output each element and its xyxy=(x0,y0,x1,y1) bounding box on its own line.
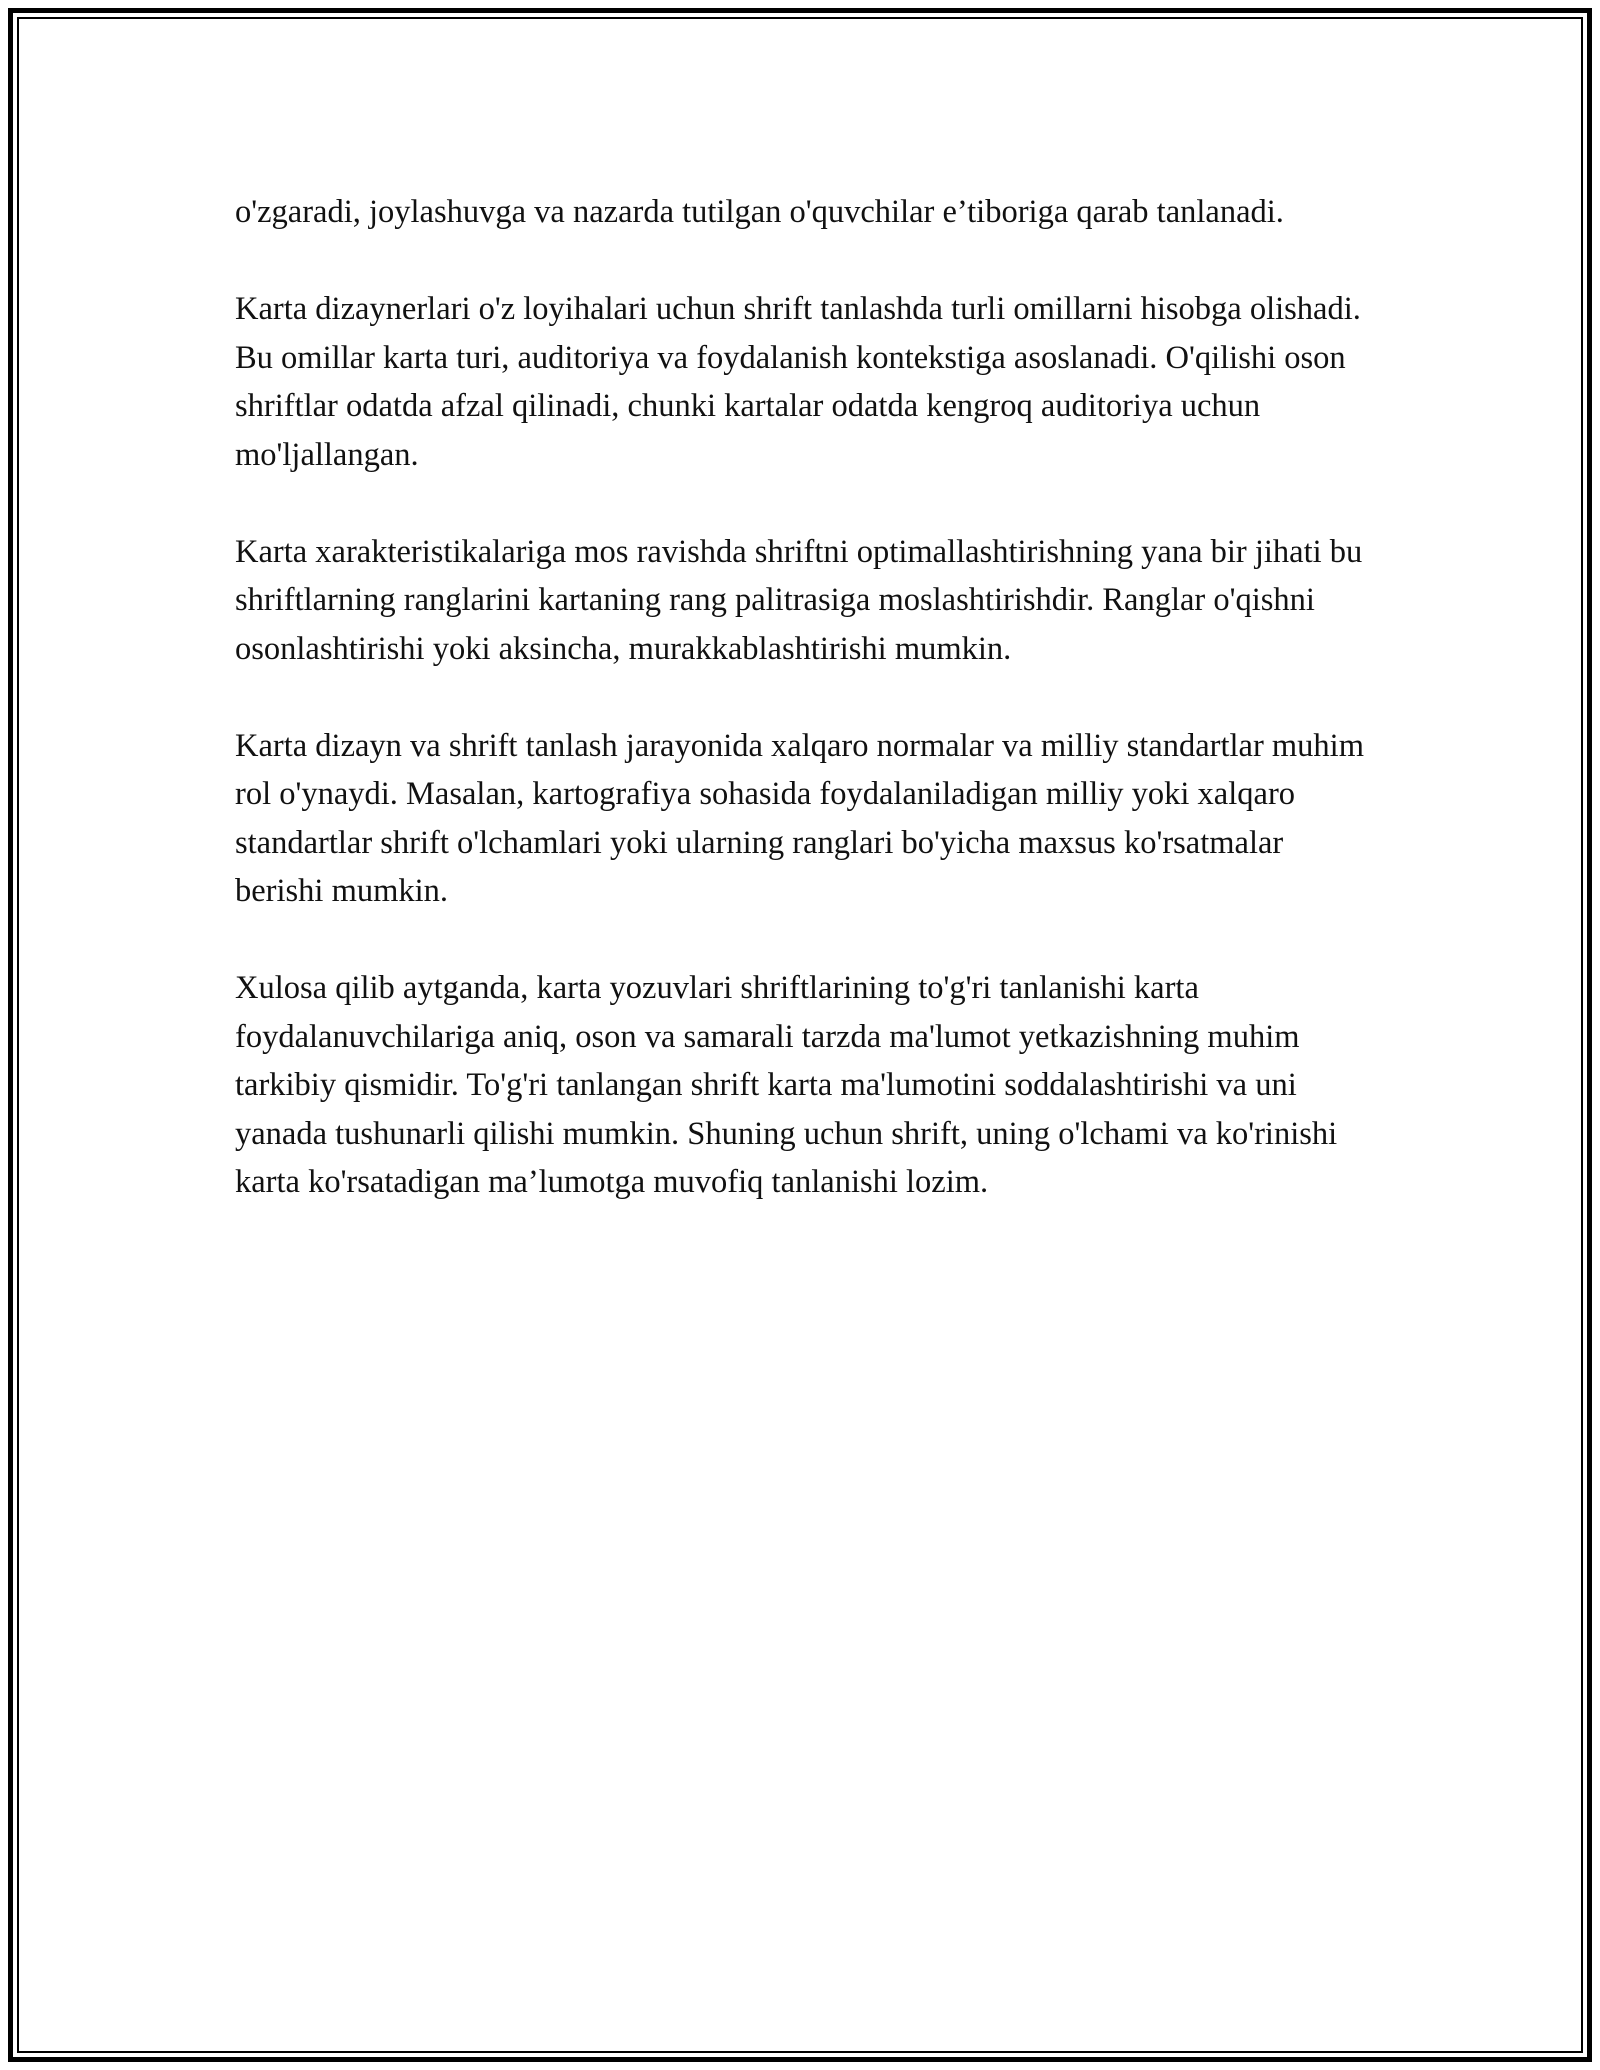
paragraph-conclusion: Xulosa qilib aytganda, karta yozuvlari shriftlarining to'g'ri tanlanishi karta foydalanuvchilariga aniq, oson va samarali tarzda ma'lumot yetkazishning muhim tarkibiy qismidir. To'g'ri tanlangan shrift karta ma'lumotini soddalashtirishi va uni yanada tushunarli qilishi mumkin. Shuning uchun shrift, uning o'lchami va ko'rinishi karta ko'rsatadigan ma’lumotga muvofiq tanlanishi lozim. xyxy=(235,970,1338,1200)
paragraph-continuation: o'zgaradi, joylashuvga va nazarda tutilgan o'quvchilar e’tiboriga qarab tanlanadi. xyxy=(235,194,1284,230)
paragraph-font-selection-factors: Karta dizaynerlari o'z loyihalari uchun shrift tanlashda turli omillarni hisobga olishadi. Bu omillar karta turi, auditoriya va foydalanish kontekstiga asoslanadi. O'qilishi oson shriftlar odatda afzal qilinadi, chunki kartalar odatda kengroq auditoriya uchun mo'ljallangan. xyxy=(235,291,1361,473)
paragraph-font-colors: Karta xarakteristikalariga mos ravishda shriftni optimallashtirishning yana bir jihati bu shriftlarning ranglarini kartaning rang palitrasiga moslashtirishdir. Ranglar o'qishni osonlashtirishi yoki aksincha, murakkablashtirishi mumkin. xyxy=(235,533,1363,667)
document-body xyxy=(235,188,1375,1207)
paragraph-standards: Karta dizayn va shrift tanlash jarayonida xalqaro normalar va milliy standartlar muhim rol o'ynaydi. Masalan, kartografiya sohasida foydalaniladigan milliy yoki xalqaro standartlar shrift o'lchamlari yoki ularning ranglari bo'yicha maxsus ko'rsatmalar berishi mumkin. xyxy=(235,727,1364,909)
